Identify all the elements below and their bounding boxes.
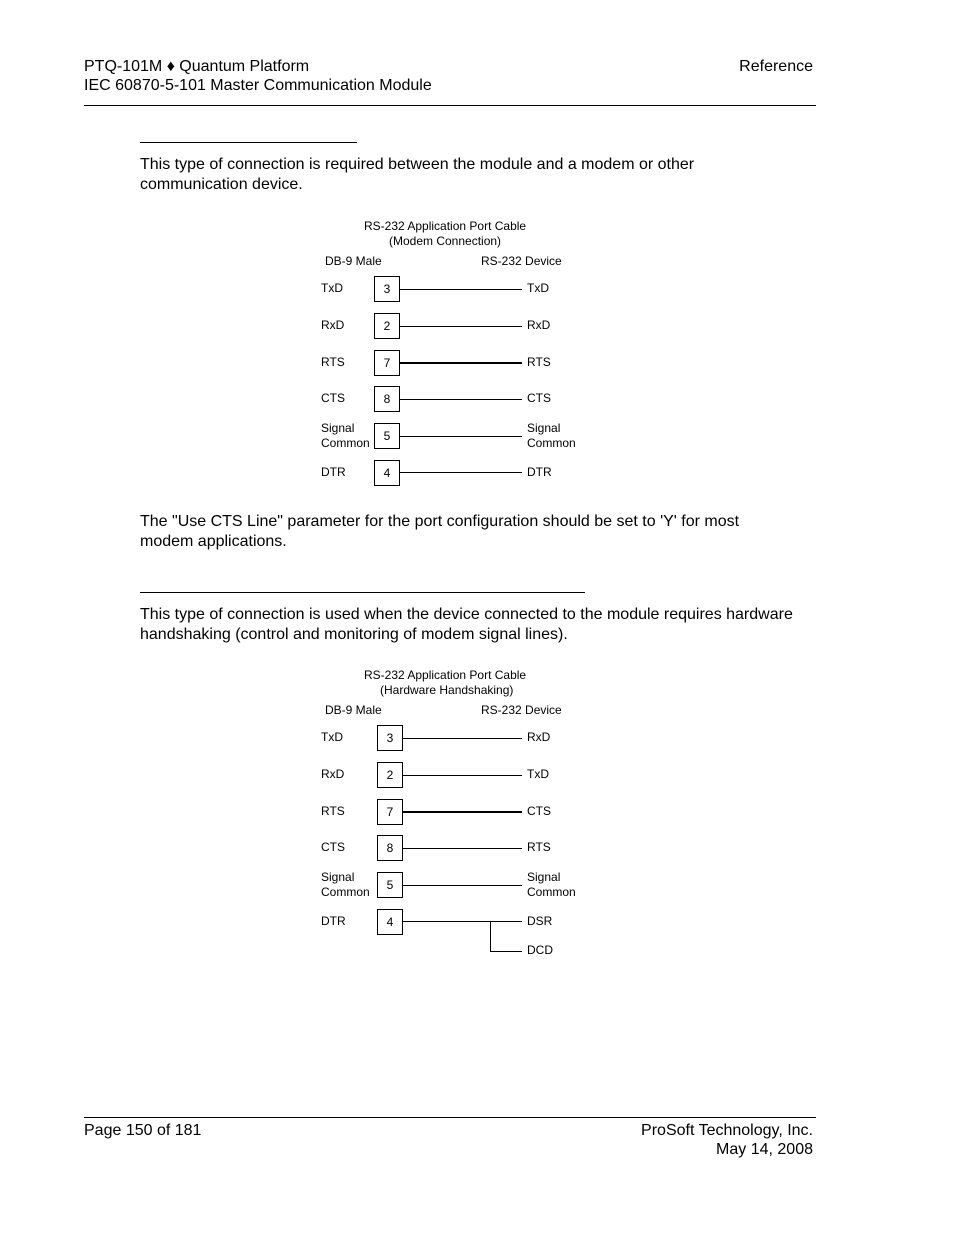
- diagram1-right-label: CTS: [527, 391, 551, 405]
- section1-heading-rule: [140, 142, 357, 143]
- diagram2-pin: 7: [377, 799, 403, 825]
- diagram1-subtitle: (Modem Connection): [389, 234, 502, 248]
- header-section: Reference: [739, 58, 813, 75]
- diagram1-pin: 7: [374, 350, 400, 376]
- diagram2-title: RS-232 Application Port Cable: [364, 668, 527, 682]
- diagram2-right-label: Signal: [527, 870, 561, 884]
- diagram2-pin: 5: [377, 872, 403, 898]
- diagram2-left-label: RTS: [321, 804, 345, 818]
- diagram2-right-label: RTS: [527, 840, 551, 854]
- diagram2-right-label: TxD: [527, 767, 549, 781]
- diagram1-pin: 4: [374, 460, 400, 486]
- diagram1-pin: 2: [374, 313, 400, 339]
- diagram2-wire: [403, 921, 522, 922]
- diagram1-wire: [400, 289, 522, 290]
- diagram1-right-label: Common: [527, 436, 576, 450]
- diagram1-pin: 3: [374, 276, 400, 302]
- diagram2-pin: 4: [377, 909, 403, 935]
- diagram1-right-label: Signal: [527, 421, 561, 435]
- section2-heading-rule: [140, 592, 585, 593]
- diagram2-pin: 8: [377, 835, 403, 861]
- diagram2-wire: [403, 775, 522, 776]
- diagram2-branch-wire: [490, 921, 491, 951]
- diagram1-right-label: RTS: [527, 355, 551, 369]
- diagram1-right-label: RxD: [527, 318, 551, 332]
- diagram1-wire: [400, 472, 522, 473]
- diagram2-right-label: CTS: [527, 804, 551, 818]
- diagram2-left-label: Signal: [321, 870, 355, 884]
- diagram2-wire: [403, 848, 522, 849]
- section1-note: The "Use CTS Line" parameter for the port configuration should be set to 'Y' for most modem applications.: [140, 513, 740, 550]
- diagram2-left-label: DTR: [321, 914, 346, 928]
- diagram1-wire: [400, 362, 522, 364]
- diagram2-left-header: DB-9 Male: [325, 703, 382, 717]
- diagram1-pin: 8: [374, 386, 400, 412]
- diagram1-wire: [400, 399, 522, 400]
- diagram1-left-label: TxD: [321, 281, 343, 295]
- diagram2-left-label: Common: [321, 885, 370, 899]
- diagram1-right-label: TxD: [527, 281, 549, 295]
- diagram1-left-label: DTR: [321, 465, 346, 479]
- page-number: Page 150 of 181: [84, 1122, 202, 1139]
- section2-paragraph: This type of connection is used when the device connected to the module requires hardware handshaking (control and monitoring of modem signal lines).: [140, 606, 793, 643]
- footer-company: ProSoft Technology, Inc.: [641, 1122, 813, 1139]
- diagram1-left-label: CTS: [321, 391, 345, 405]
- diagram2-pin: 3: [377, 725, 403, 751]
- diagram1-left-label: Signal: [321, 421, 355, 435]
- diagram1-left-label: RxD: [321, 318, 345, 332]
- diagram2-left-label: RxD: [321, 767, 345, 781]
- diagram2-wire: [403, 811, 522, 813]
- diagram1-left-label: RTS: [321, 355, 345, 369]
- section1-paragraph: This type of connection is required between the module and a modem or other communication device.: [140, 156, 695, 193]
- header-subtitle: IEC 60870-5-101 Master Communication Module: [84, 77, 432, 94]
- header-rule: [84, 105, 816, 106]
- diagram2-right-label: RxD: [527, 730, 551, 744]
- diagram2-extra-label: DCD: [527, 943, 553, 957]
- diagram2-subtitle: (Hardware Handshaking): [380, 683, 514, 697]
- diagram1-title: RS-232 Application Port Cable: [364, 219, 527, 233]
- header-title: PTQ-101M ♦ Quantum Platform: [84, 58, 310, 75]
- footer-rule: [84, 1117, 816, 1118]
- diagram1-wire: [400, 326, 522, 327]
- diagram2-wire: [403, 885, 522, 886]
- diagram1-left-header: DB-9 Male: [325, 254, 382, 268]
- diagram1-right-header: RS-232 Device: [481, 254, 562, 268]
- diagram2-right-label: Common: [527, 885, 576, 899]
- diagram2-right-label: DSR: [527, 914, 553, 928]
- diagram1-left-label: Common: [321, 436, 370, 450]
- diagram1-wire: [400, 436, 522, 437]
- diagram2-left-label: CTS: [321, 840, 345, 854]
- diagram1-right-label: DTR: [527, 465, 552, 479]
- diagram2-right-header: RS-232 Device: [481, 703, 562, 717]
- footer-date: May 14, 2008: [716, 1141, 813, 1158]
- diagram2-left-label: TxD: [321, 730, 343, 744]
- diagram2-branch-wire: [490, 951, 522, 952]
- diagram2-wire: [403, 738, 522, 739]
- diagram2-pin: 2: [377, 762, 403, 788]
- diagram1-pin: 5: [374, 423, 400, 449]
